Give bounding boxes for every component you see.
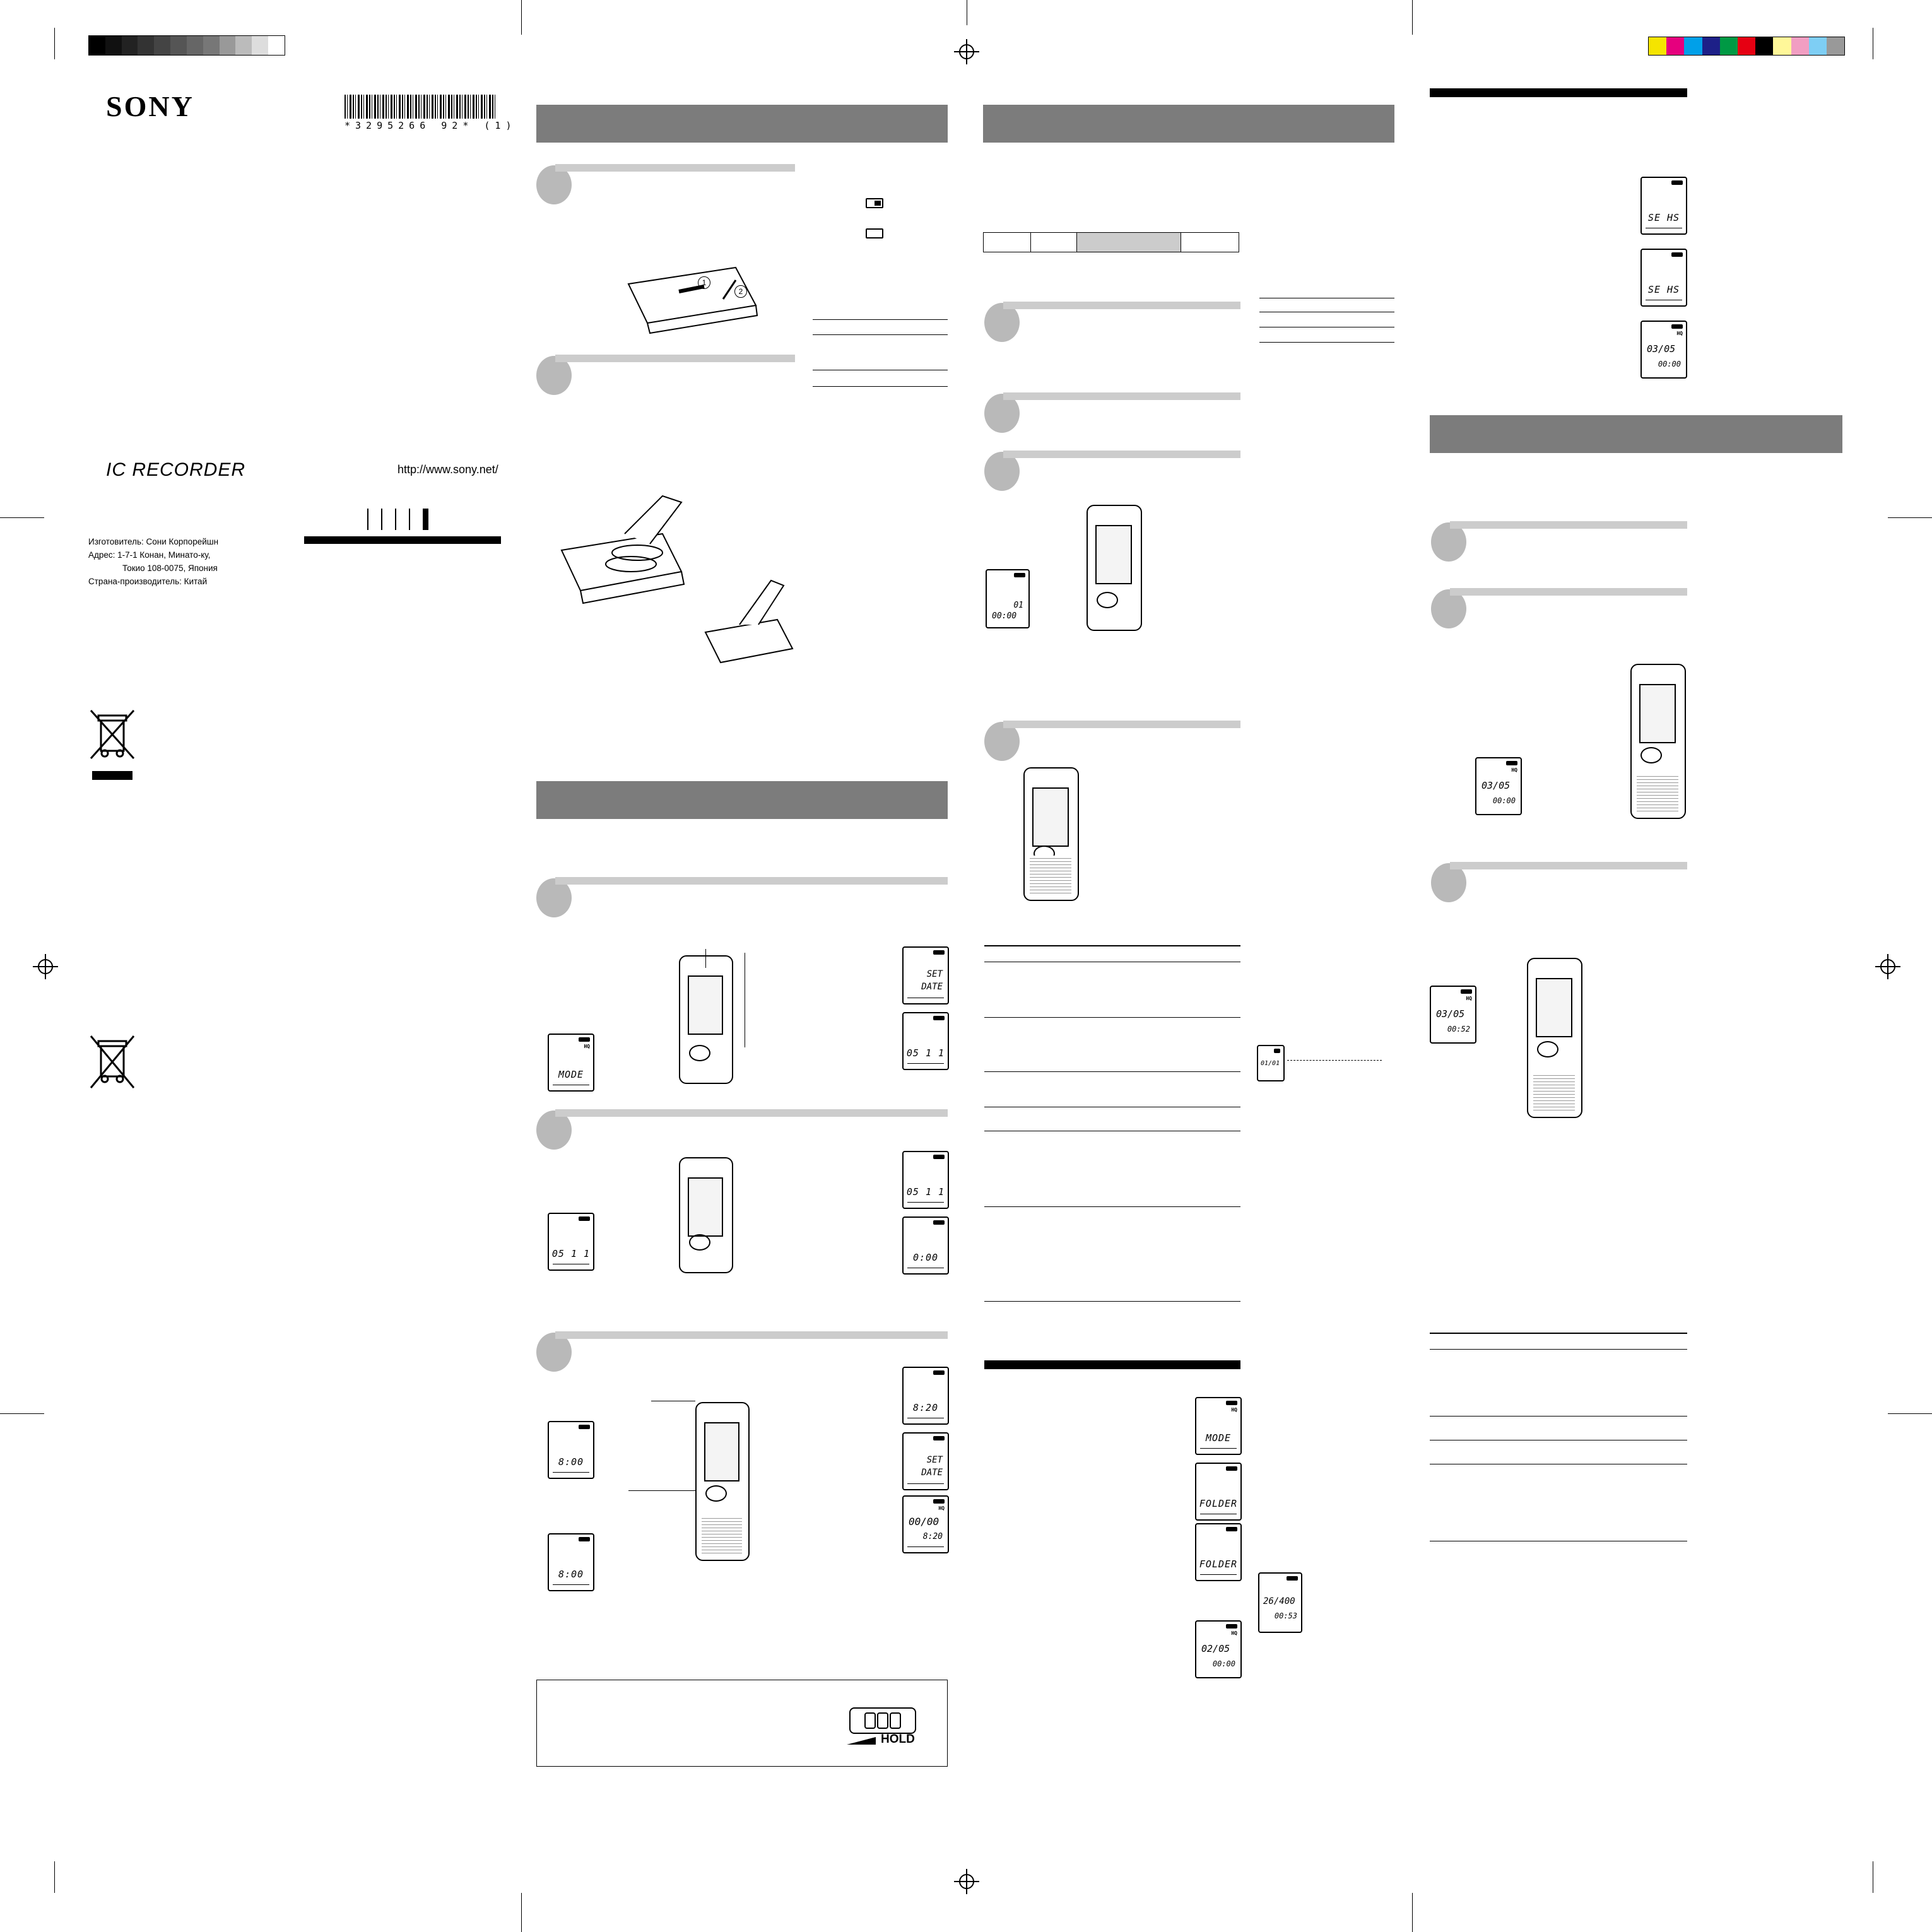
note-rule: [1259, 342, 1394, 343]
lcd-mode-screen: HQ MODE: [548, 1034, 594, 1092]
registration-mark-left: [38, 959, 53, 974]
lcd-folder-counter-screen: HQ 02/05 00:00: [1195, 1620, 1242, 1678]
fold-line-3: [1412, 0, 1413, 35]
battery-insert-illustration: [555, 490, 694, 616]
table-rule: [984, 1206, 1240, 1207]
table-rule: [984, 1301, 1240, 1302]
lcd-time-screen-2: 8:00: [548, 1421, 594, 1479]
color-strip: [1648, 37, 1845, 56]
callout-2: 2: [734, 285, 747, 298]
battery-full-icon: [866, 198, 883, 208]
section-rule-top: [1430, 88, 1687, 97]
recorder-device-illustration: [1087, 505, 1142, 631]
crop-mark: [0, 517, 44, 518]
table-header-rule: [984, 945, 1240, 946]
crossed-out-wheelie-bin-icon: [88, 709, 136, 782]
quality-table: [983, 232, 1239, 252]
recorder-device-illustration: [1023, 767, 1079, 901]
registration-mark-top: [959, 44, 974, 59]
recorder-device-illustration: [695, 1402, 750, 1561]
lcd-side-small: 01/01: [1257, 1045, 1285, 1081]
crop-mark: [0, 1413, 44, 1414]
manufacturer-line-3: Токио 108-0075, Япония: [122, 563, 218, 573]
section-header-recording: [983, 105, 1394, 143]
sony-logo: SONY: [106, 90, 194, 122]
callout-1: 1: [698, 276, 710, 289]
crop-mark: [54, 1861, 55, 1893]
step-bar-2: [555, 355, 795, 362]
lcd-final-time-screen: HQ 00/00 8:20: [902, 1495, 949, 1553]
step-bar-6: [1003, 302, 1240, 309]
crop-mark: [1888, 1413, 1932, 1414]
lcd-select-screen-2: SE HS: [1640, 249, 1687, 307]
crop-mark: [1888, 517, 1932, 518]
hold-label: HOLD: [881, 1733, 915, 1746]
recorder-device-illustration: [1630, 664, 1686, 819]
manufacturer-info: [88, 535, 218, 588]
step-bar-3: [555, 877, 948, 885]
lcd-date-screen-3: 05 1 1: [902, 1151, 949, 1209]
ic-recorder-logo: IC RECORDER: [106, 459, 246, 480]
table-rule: [984, 1017, 1240, 1018]
registration-mark-bottom: [959, 1874, 974, 1889]
step-bar-9: [1003, 721, 1240, 728]
crop-mark: [54, 28, 55, 59]
lcd-play-screen-2: HQ 03/05 00:00: [1475, 757, 1522, 815]
section-header-batteries: [536, 105, 948, 143]
lcd-play-screen-3: HQ 03/05 00:52: [1430, 986, 1476, 1044]
hold-switch: [849, 1707, 916, 1734]
manufacturer-line-4: Страна-производитель: Китай: [88, 577, 208, 586]
grayscale-strip: [88, 35, 285, 56]
table-header-rule-2: [1430, 1333, 1687, 1334]
tab-marks: [367, 509, 430, 530]
table-rule: [1430, 1349, 1687, 1350]
lcd-time-screen-4: 8:20: [902, 1367, 949, 1425]
cover-black-bar: [304, 536, 501, 544]
lcd-rec-screen: 01 00:00: [986, 569, 1030, 628]
recorder-device-illustration: [1527, 958, 1582, 1118]
lcd-play-counter-screen: HQ 03/05 00:00: [1640, 321, 1687, 379]
registration-mark-right: [1880, 959, 1895, 974]
step-bar-8: [1003, 451, 1240, 458]
table-rule: [813, 319, 948, 320]
manufacturer-line-1: Изготовитель: Сони Корпорейшн: [88, 537, 219, 546]
website-url: http://www.sony.net/: [398, 463, 498, 476]
section-rule-recording: [984, 1360, 1240, 1369]
section-header-clock: [536, 781, 948, 819]
lcd-select-screen-1: SE HS: [1640, 177, 1687, 235]
hold-arrow: [847, 1736, 876, 1744]
step-bar-1: [555, 164, 795, 172]
fold-line-4: [521, 1893, 522, 1932]
lcd-date-screen-1: 05 1 1: [902, 1012, 949, 1070]
table-rule: [813, 334, 948, 335]
step-bar-12: [1450, 862, 1687, 869]
lcd-mode-screen-2: HQ MODE: [1195, 1397, 1242, 1455]
battery-close-illustration: [702, 574, 803, 675]
crossed-out-wheelie-bin-icon: [88, 1035, 136, 1089]
lcd-set-date-screen: SET DATE: [902, 946, 949, 1004]
battery-empty-icon: [866, 228, 883, 239]
recorder-device-illustration: [679, 1157, 733, 1273]
blink-arrow-icon: [1287, 1060, 1382, 1061]
step-bar-10: [1450, 521, 1687, 529]
table-rule: [984, 1071, 1240, 1072]
lcd-time-screen-1: 0:00: [902, 1216, 949, 1275]
fold-line-1: [521, 0, 522, 35]
recorder-device-illustration: [679, 955, 733, 1084]
manufacturer-line-2: Адрес: 1-7-1 Конан, Минато-ку,: [88, 550, 211, 560]
step-bar-11: [1450, 588, 1687, 596]
table-rule: [813, 386, 948, 387]
barcode: [345, 95, 496, 119]
lcd-date-screen-2: 05 1 1: [548, 1213, 594, 1271]
lcd-folder-screen-1: FOLDER: [1195, 1463, 1242, 1521]
lcd-big-counter-screen: 26/400 00:53: [1258, 1572, 1302, 1633]
section-header-playback: [1430, 415, 1842, 453]
lcd-folder-screen-2: FOLDER: [1195, 1523, 1242, 1581]
step-bar-4: [555, 1109, 948, 1117]
step-bar-5: [555, 1331, 948, 1339]
fold-line-5: [1412, 1893, 1413, 1932]
lcd-time-screen-3: 8:00: [548, 1533, 594, 1591]
table-rule: [1430, 1416, 1687, 1417]
step-bar-7: [1003, 392, 1240, 400]
lcd-set-date-screen-2: SET DATE: [902, 1432, 949, 1490]
barcode-number: *3295266 92* (1): [345, 120, 517, 131]
